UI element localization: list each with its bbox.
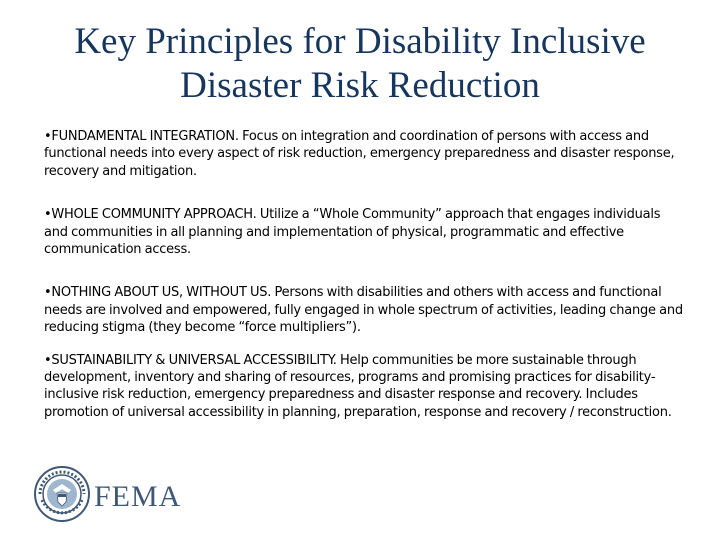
principle-fundamental-integration: •FUNDAMENTAL INTEGRATION. Focus on integration and coordination of persons with access and functional needs into every aspect of risk reduction, emergency preparedness and disaster response, recovery and mitigation. xyxy=(44,129,675,179)
principle-sustainability: •SUSTAINABILITY & UNIVERSAL ACCESSIBILITY. Help communities be more sustainable through development, inventory and sharing of resources, programs and promising practices for disability-inclusive risk reduction, emergency preparedness and disaster response and recovery. Includes promotion of universal accessibility in planning, preparation, response and recovery / reconstruction. xyxy=(44,352,672,420)
principles-list xyxy=(44,128,684,447)
slide-title xyxy=(0,20,720,108)
principle-nothing-about-us: •NOTHING ABOUT US, WITHOUT US. Persons with disabilities and others with access and functional needs are involved and empowered, fully engaged in whole spectrum of activities, leading change and reducing stigma (they become “force multipliers”). xyxy=(44,285,683,336)
fema-logo xyxy=(34,466,194,528)
principle-whole-community: •WHOLE COMMUNITY APPROACH. Utilize a “Whole Community” approach that engages individuals and communities in all planning and implementation of physical, programmatic and effective communication access. xyxy=(44,207,661,258)
title-line-1: Key Principles for Disability Inclusive xyxy=(74,21,646,62)
dhs-seal-icon xyxy=(34,466,90,522)
fema-wordmark: FEMA xyxy=(94,480,182,513)
title-line-2: Disaster Risk Reduction xyxy=(180,65,540,106)
